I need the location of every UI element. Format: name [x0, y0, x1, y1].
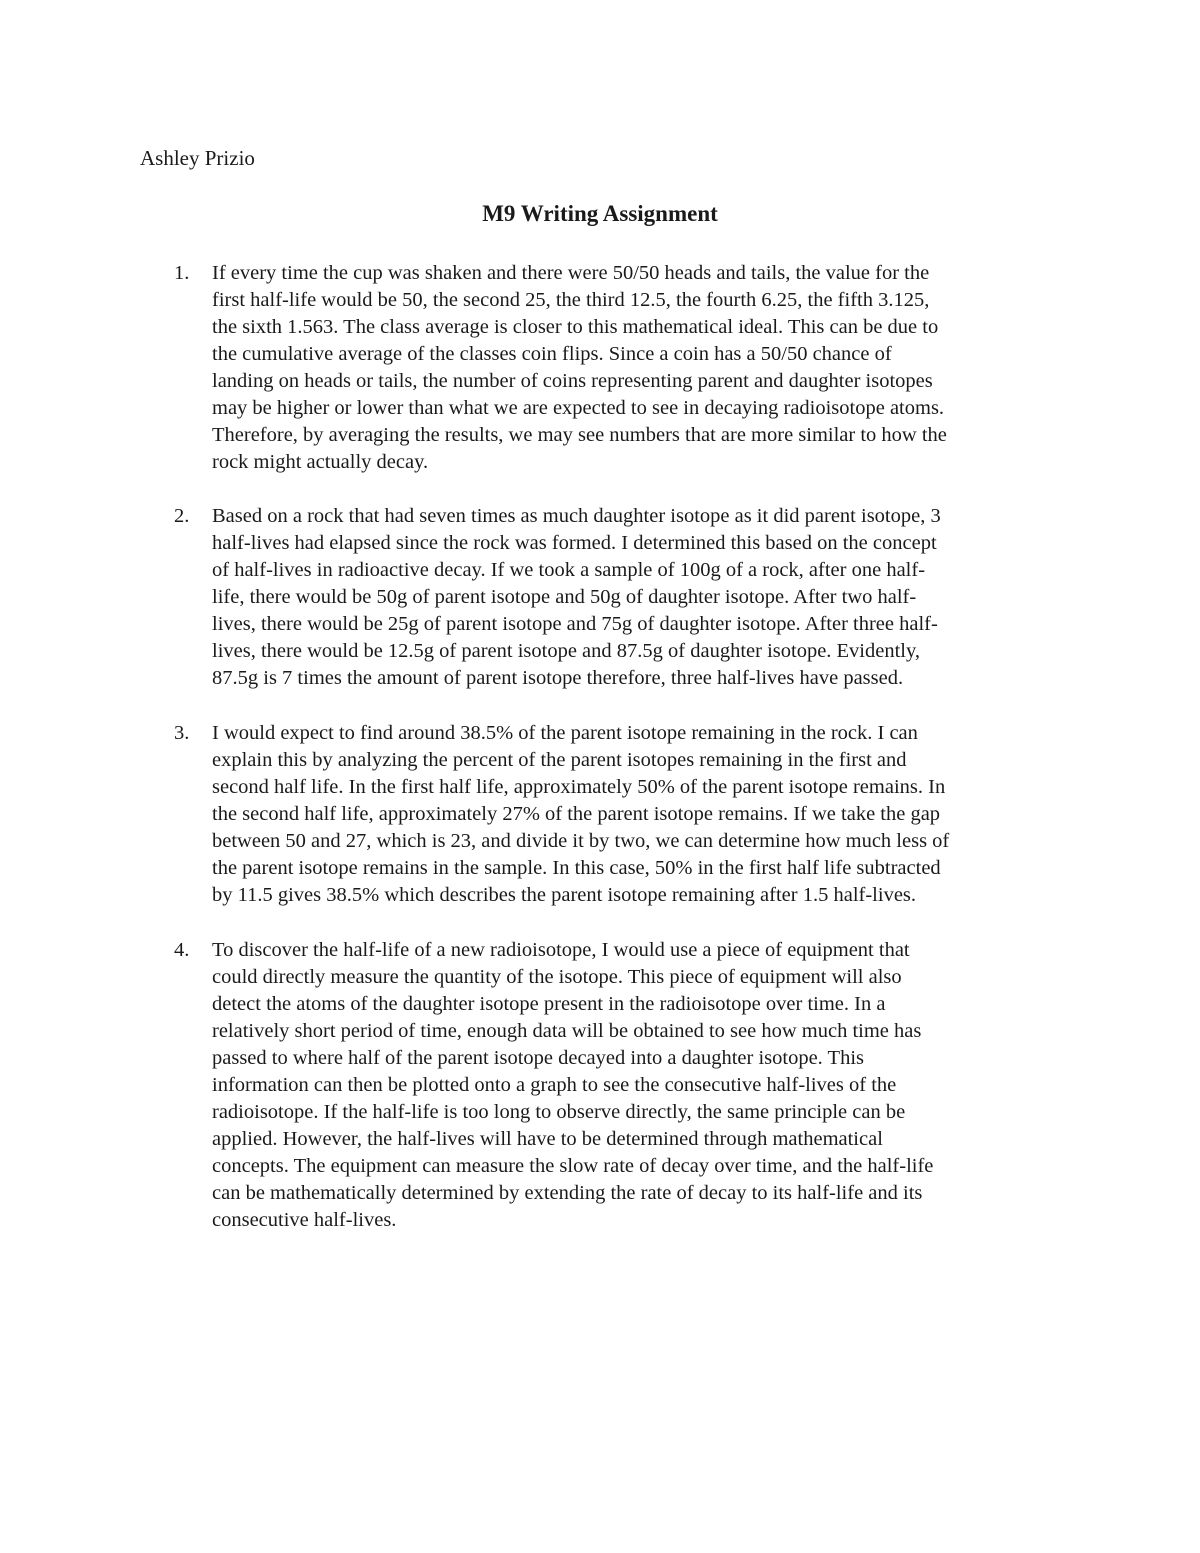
answer-line: I would expect to find around 38.5% of the parent isotope remaining in the rock. I can [212, 722, 918, 744]
answer-text [212, 260, 1074, 476]
answer-line: Therefore, by averaging the results, we may see numbers that are more similar to how the [212, 424, 947, 446]
answer-line: can be mathematically determined by extending the rate of decay to its half-life and its [212, 1182, 923, 1204]
answer-line: If every time the cup was shaken and there were 50/50 heads and tails, the value for the [212, 262, 930, 284]
answer-line: explain this by analyzing the percent of the parent isotopes remaining in the first and [212, 749, 907, 771]
answer-line: the cumulative average of the classes coin flips. Since a coin has a 50/50 chance of [212, 343, 892, 365]
answer-text [212, 720, 1074, 909]
answer-line: information can then be plotted onto a graph to see the consecutive half-lives of the [212, 1074, 897, 1096]
answer-line: lives, there would be 25g of parent isotope and 75g of daughter isotope. After three half- [212, 613, 938, 635]
author-name: Ashley Prizio [140, 146, 255, 170]
answer-line: rock might actually decay. [212, 451, 429, 473]
answer-line: passed to where half of the parent isotope decayed into a daughter isotope. This [212, 1047, 865, 1069]
answer-line: between 50 and 27, which is 23, and divide it by two, we can determine how much less of [212, 830, 950, 852]
answer-line: relatively short period of time, enough data will be obtained to see how much time has [212, 1020, 922, 1042]
answer-line: radioisotope. If the half-life is too long to observe directly, the same principle can be [212, 1101, 906, 1123]
answer-line: life, there would be 50g of parent isotope and 50g of daughter isotope. After two half- [212, 586, 917, 608]
answer-line: could directly measure the quantity of the isotope. This piece of equipment will also [212, 966, 902, 988]
answer-number: 1. [174, 262, 190, 284]
answer-line: applied. However, the half-lives will have to be determined through mathematical [212, 1128, 883, 1150]
answer-line: lives, there would be 12.5g of parent isotope and 87.5g of daughter isotope. Evidently, [212, 640, 921, 662]
answer-line: first half-life would be 50, the second 25, the third 12.5, the fourth 6.25, the fifth 3.125, [212, 289, 930, 311]
answer-line: of half-lives in radioactive decay. If we took a sample of 100g of a rock, after one half- [212, 559, 926, 581]
answer-text [212, 503, 1074, 692]
answer-line: the sixth 1.563. The class average is closer to this mathematical ideal. This can be due to [212, 316, 939, 338]
answer-number: 3. [174, 722, 190, 744]
answer-line: the second half life, approximately 27% of the parent isotope remains. If we take the gap [212, 803, 941, 825]
answer-line: half-lives had elapsed since the rock was formed. I determined this based on the concept [212, 532, 937, 554]
answer-line: the parent isotope remains in the sample. In this case, 50% in the first half life subtracted [212, 857, 941, 879]
answer-line: 87.5g is 7 times the amount of parent isotope therefore, three half-lives have passed. [212, 667, 904, 689]
answer-line: consecutive half-lives. [212, 1209, 397, 1231]
answer-line: may be higher or lower than what we are expected to see in decaying radioisotope atoms. [212, 397, 945, 419]
answer-number: 4. [174, 939, 190, 961]
answer-line: Based on a rock that had seven times as much daughter isotope as it did parent isotope, 3 [212, 505, 941, 527]
answer-text [212, 937, 1074, 1234]
answer-line: To discover the half-life of a new radioisotope, I would use a piece of equipment that [212, 939, 910, 961]
answer-number: 2. [174, 505, 190, 527]
answer-line: concepts. The equipment can measure the slow rate of decay over time, and the half-life [212, 1155, 934, 1177]
assignment-title: M9 Writing Assignment [482, 201, 718, 226]
answer-line: detect the atoms of the daughter isotope present in the radioisotope over time. In a [212, 993, 886, 1015]
answer-line: landing on heads or tails, the number of coins representing parent and daughter isotopes [212, 370, 933, 392]
answer-line: by 11.5 gives 38.5% which describes the parent isotope remaining after 1.5 half-lives. [212, 884, 917, 906]
answer-line: second half life. In the first half life, approximately 50% of the parent isotope remains. In [212, 776, 946, 798]
